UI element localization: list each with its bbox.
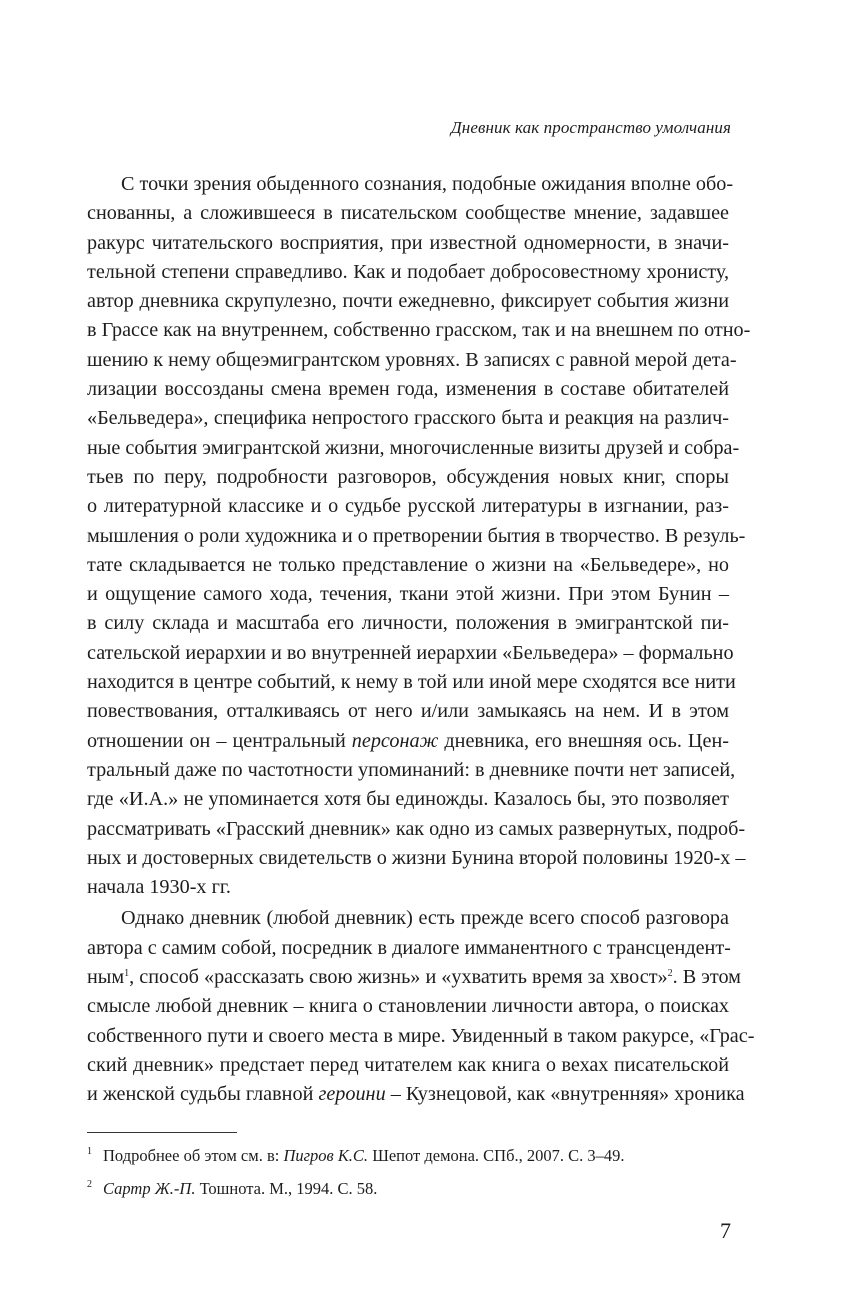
paragraph-2-line: Однако дневник (любой дневник) есть прежде всего способ разговора [121,907,729,930]
text-run: дневника, его внешняя ось. Цен- [438,729,729,752]
paragraph-1-line: в Грассе как на внутреннем, собственно грасском, так и на внешнем по отно- [87,319,751,342]
text-run: ным [87,966,125,989]
paragraph-2-line [87,1080,745,1109]
paragraph-2-line: собственного пути и своего места в мире. Увиденный в таком ракурсе, «Грас- [87,1024,755,1047]
paragraph-1-line [87,727,729,756]
paragraph-1-line: и ощущение самого хода, течения, ткани этой жизни. При этом Бунин – [87,583,729,606]
paragraph-1-line: автор дневника скрупулезно, почти ежедневно, фиксирует события жизни [87,290,729,313]
footnote-2: $^2$ Сартр Ж.-П. Тошнота. М., 1994. С. 58. [87,1179,378,1198]
text-run: – Кузнецовой, как «внутренняя» хроника [385,1083,745,1106]
footnote-ref-2[interactable]: 2 [667,968,673,980]
italic-term: персонаж [351,729,439,752]
paragraph-1-line: лизации воссозданы смена времен года, изменения в составе обитателей [87,378,729,401]
paragraph-1-line: начала 1930-х гг. [87,876,231,899]
paragraph-1-line: о литературной классике и о судьбе русской литературы в изгнании, раз- [87,495,729,518]
paragraph-1-line: тельной степени справедливо. Как и подобает добросовестному хронисту, [87,260,729,283]
running-header-title: Дневник как пространство умолчания [450,118,731,137]
footnote-text: Шепот демона. СПб., 2007. С. 3–49. [368,1146,625,1165]
footnote-text: Тошнота. М., 1994. С. 58. [195,1179,378,1198]
paragraph-1-line: повествования, отталкиваясь от него и/или замыкаясь на нем. И в этом [87,700,729,723]
paragraph-1-line: С точки зрения обыденного сознания, подобные ожидания вполне обо- [121,173,734,195]
paragraph-1-line: тральный даже по частотности упоминаний: в дневнике почти нет записей, [87,758,736,781]
paragraph-1-line: «Бельведера», специфика непростого грасского быта и реакция на различ- [87,407,729,430]
text-run: . В этом [672,966,741,989]
paragraph-2-line [87,963,741,992]
paragraph-2-line: ский дневник» предстает перед читателем как книга о вехах писательской [87,1053,729,1076]
paragraph-1-line: снованны, а сложившееся в писательском сообществе мнение, задавшее [87,202,729,225]
footnote-author: Сартр Ж.-П. [103,1179,196,1198]
paragraph-1-line: ных и достоверных свидетельств о жизни Бунина второй половины 1920-х – [87,846,746,869]
paragraph-1-line: находится в центре событий, к нему в той или иной мере сходятся все нити [87,671,736,694]
paragraph-2-line: автора с самим собой, посредник в диалоге имманентного с трансцендент- [87,936,731,959]
paragraph-1-line: мышления о роли художника и о претворении бытия в творчество. В резуль- [87,524,746,547]
paragraph-1-line: сательской иерархии и во внутренней иерархии «Бельведера» – формально [87,641,734,664]
main-text [87,170,755,1110]
paragraph-2-line: смысле любой дневник – книга о становлении личности автора, о поисках [87,995,729,1018]
paragraph-1-line: тьев по перу, подробности разговоров, обсуждения новых книг, споры [87,465,729,488]
footnote-1: $^1$ Подробнее об этом см. в: Пигров К.С. Шепот демона. СПб., 2007. С. 3–49. [87,1146,625,1165]
paragraph-1-line: ные события эмигрантской жизни, многочисленные визиты друзей и собра- [87,436,740,459]
paragraph-1-line: где «И.А.» не упоминается хотя бы единожды. Казалось бы, это позволяет [87,788,729,811]
text-run: и женской судьбы главной [87,1083,319,1106]
paragraph-1-line: шению к нему общеэмигрантском уровнях. В записях с равной мерой дета- [87,348,737,371]
paragraph-1-line: рассматривать «Грасский дневник» как одно из самых развернутых, подроб- [87,817,746,840]
paragraph-1-line: ракурс читательского восприятия, при известной одномерности, в значи- [87,231,729,254]
footnote-divider [87,1132,237,1133]
paragraph-1-line: в силу склада и масштаба его личности, положения в эмигрантской пи- [87,612,729,635]
text-run: отношении он – центральный [87,729,352,752]
page-number: 7 [720,1218,731,1243]
italic-term: героини [318,1083,386,1106]
text-run: , способ «рассказать свою жизнь» и «ухватить время за хвост» [129,966,668,989]
paragraph-1-line: тате складывается не только представление о жизни на «Бельведере», но [87,553,729,576]
footnote-prefix: Подробнее об этом см. в: [103,1146,284,1165]
footnote-author: Пигров К.С. [283,1146,369,1165]
footnote-ref-1[interactable]: 1 [124,968,130,980]
footnotes [87,1144,729,1210]
